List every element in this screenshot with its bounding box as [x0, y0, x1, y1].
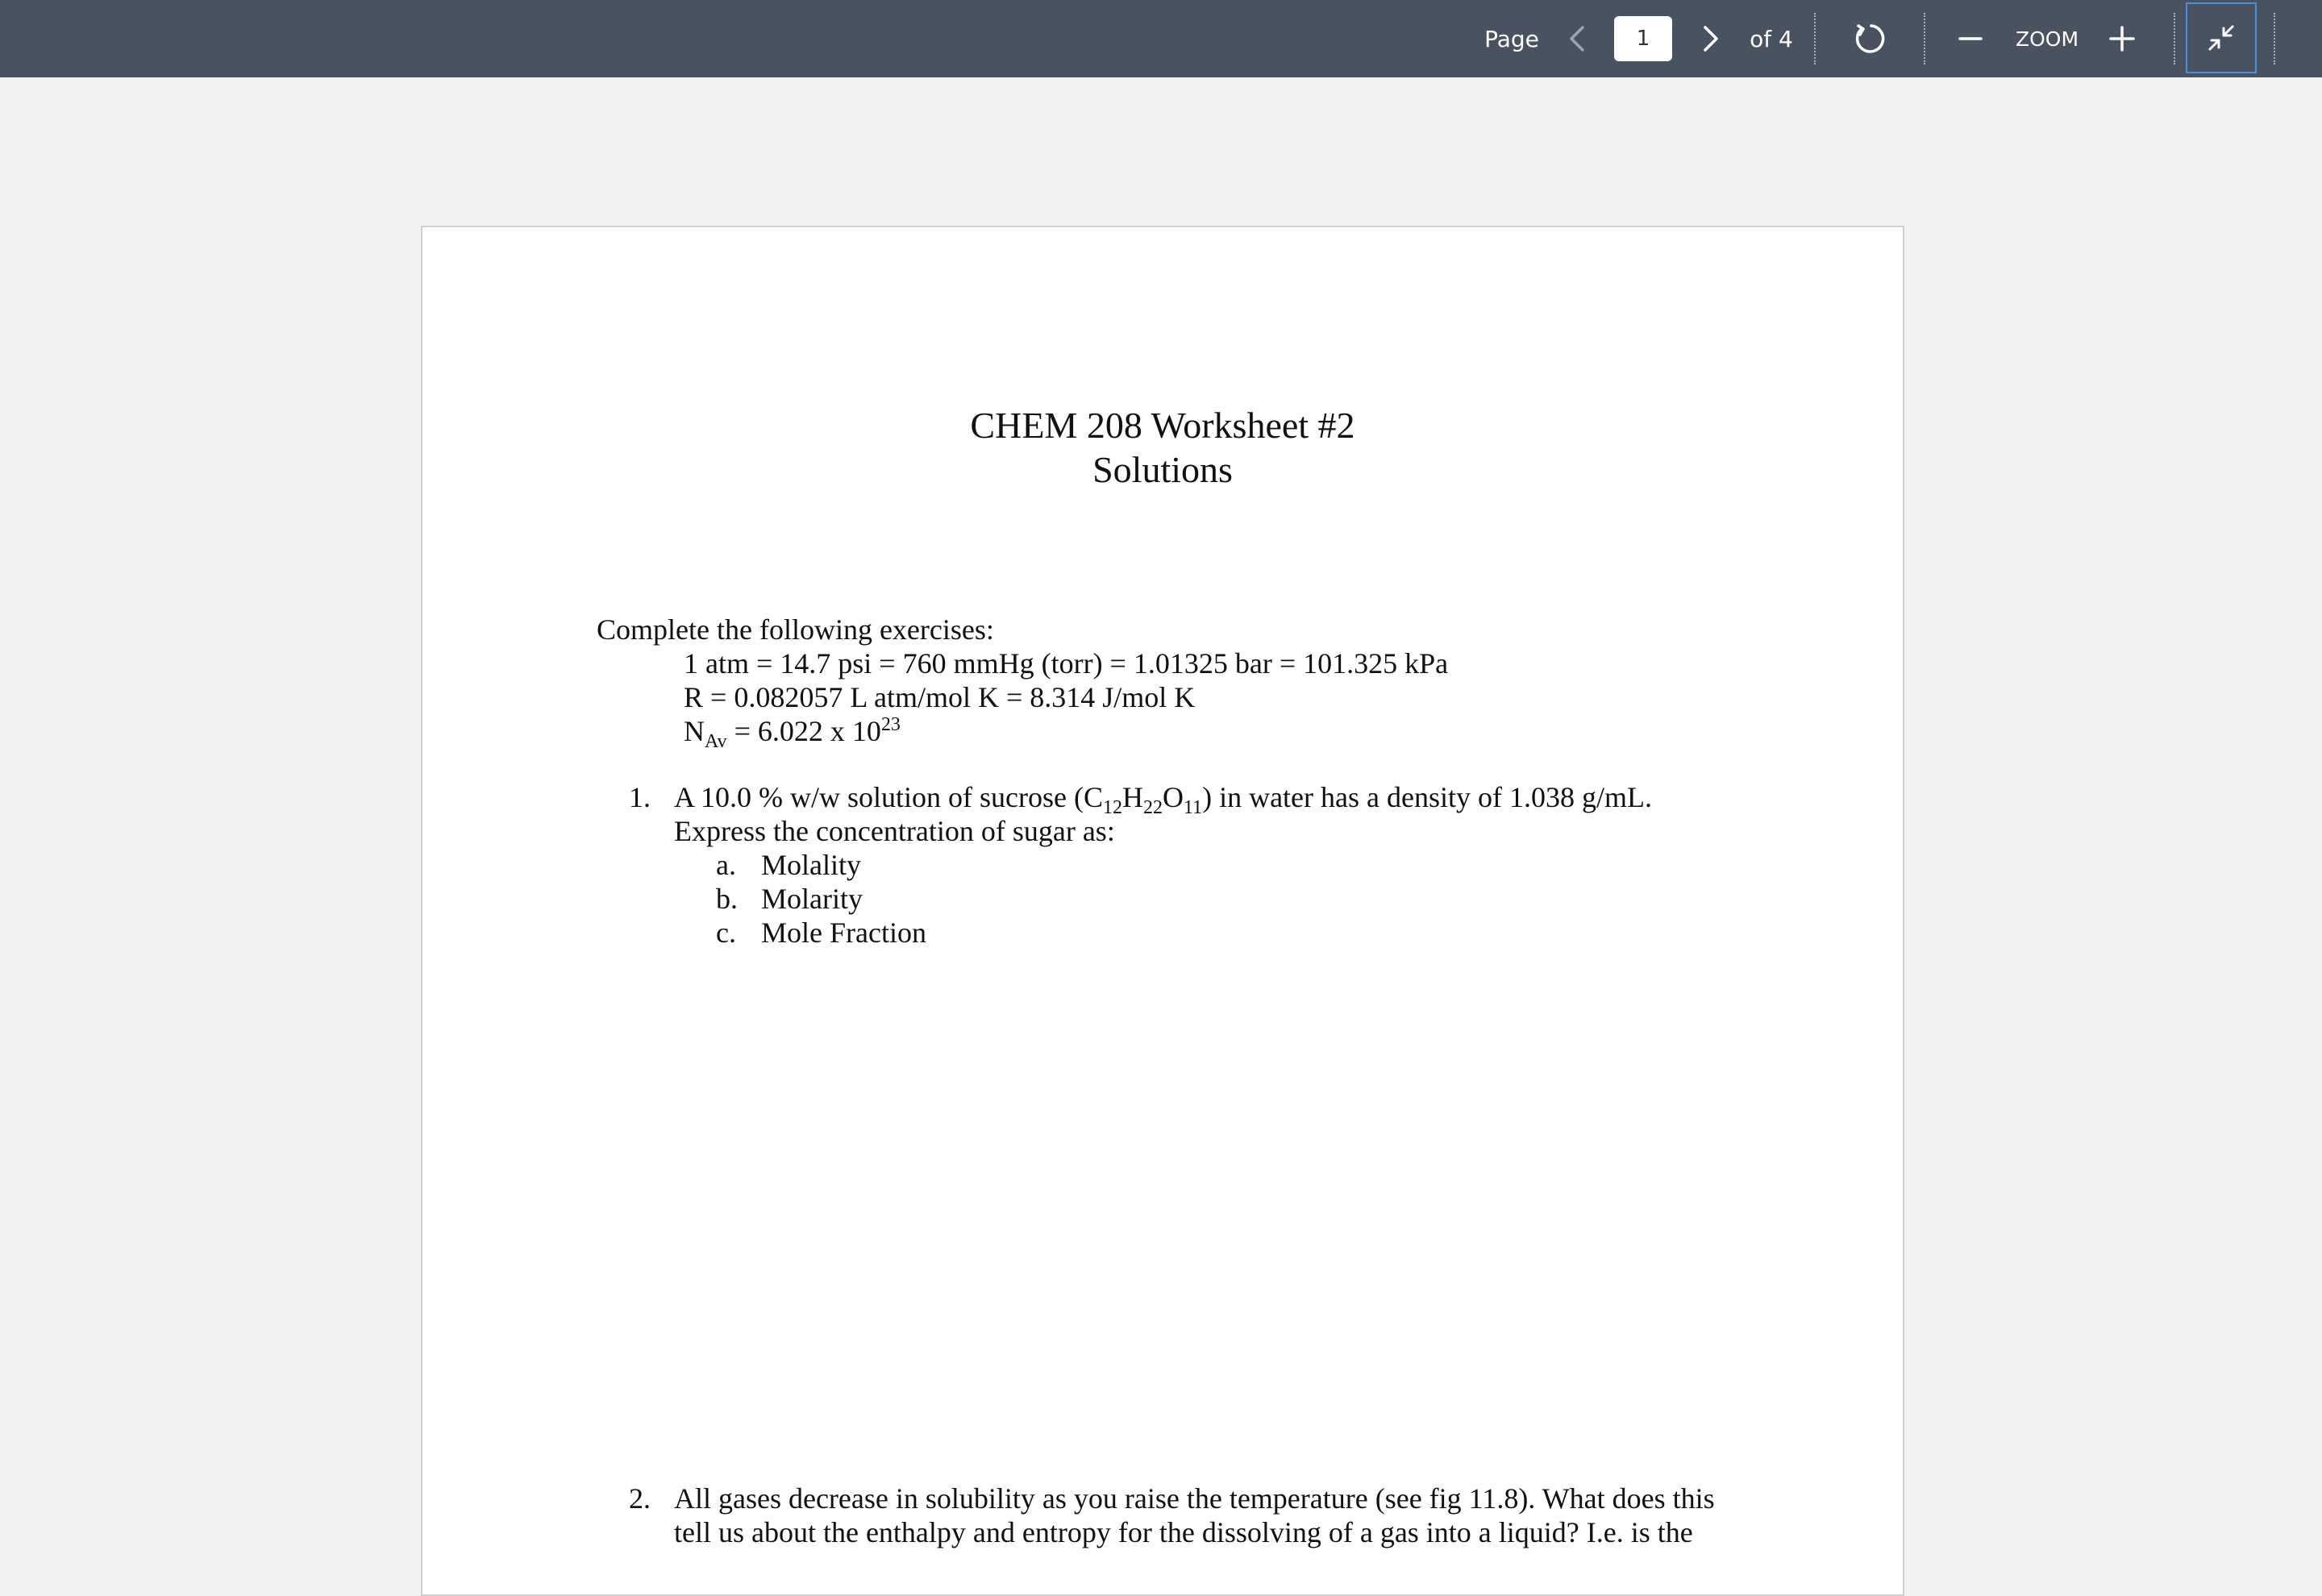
avogadro-exponent: 23 — [880, 714, 901, 735]
minus-icon — [1958, 27, 1983, 51]
question-1-number: 1. — [629, 781, 651, 813]
list-item-letter: c. — [716, 916, 736, 949]
avogadro-constant-text — [684, 714, 901, 753]
page-label: Page — [1484, 25, 1539, 52]
list-item-letter: a. — [716, 849, 736, 881]
question-1-text — [674, 780, 1652, 819]
zoom-label: ZOOM — [2015, 27, 2079, 51]
gas-constant-text: R = 0.082057 L atm/mol K = 8.314 J/mol K — [684, 681, 1196, 713]
question-1-text-part: ) in water has a density of 1.038 g/mL. — [1202, 781, 1652, 813]
avogadro-value: = 6.022 x 10 — [726, 715, 881, 747]
zoom-in-button[interactable] — [2104, 0, 2140, 77]
page-number-input[interactable] — [1614, 16, 1672, 61]
document-page — [421, 226, 1904, 1596]
collapse-icon — [2205, 22, 2237, 54]
instructions-text: Complete the following exercises: — [597, 613, 994, 646]
toolbar-divider — [2174, 13, 2175, 64]
document-viewer[interactable] — [0, 77, 2322, 1548]
next-page-button[interactable] — [1692, 0, 1730, 77]
previous-page-button[interactable] — [1558, 0, 1596, 77]
toolbar-divider — [2274, 13, 2275, 64]
avogadro-symbol: N — [684, 715, 705, 747]
chevron-right-icon — [1702, 25, 1720, 52]
list-item: Mole Fraction — [761, 916, 926, 949]
list-item: Molarity — [761, 883, 863, 915]
question-1-text-part: H — [1121, 781, 1143, 813]
rotate-icon — [1854, 22, 1887, 56]
question-1-line-2: Express the concentration of sugar as: — [674, 815, 1115, 847]
question-2-number: 2. — [629, 1482, 651, 1515]
exit-fullscreen-button[interactable] — [2186, 2, 2257, 73]
subscript: 12 — [1102, 797, 1122, 819]
pressure-conversion-text: 1 atm = 14.7 psi = 760 mmHg (torr) = 1.01325 bar = 101.325 kPa — [684, 647, 1449, 680]
toolbar-divider — [1814, 13, 1816, 64]
question-2-line-2: tell us about the enthalpy and entropy for the dissolving of a gas into a liquid? I.e. is the — [674, 1516, 1693, 1548]
pdf-toolbar — [0, 0, 2322, 77]
page-count-label: of 4 — [1750, 25, 1793, 52]
avogadro-subscript: Av — [705, 731, 727, 753]
list-item-letter: b. — [716, 883, 738, 915]
question-1-text-part: A 10.0 % w/w solution of sucrose (C — [674, 781, 1103, 813]
question-2-text: All gases decrease in solubility as you raise the temperature (see fig 11.8). What does this — [674, 1482, 1715, 1515]
plus-icon — [2108, 25, 2136, 52]
subscript: 11 — [1183, 797, 1203, 819]
zoom-out-button[interactable] — [1954, 0, 1987, 77]
toolbar-divider — [1924, 13, 1925, 64]
subscript: 22 — [1142, 797, 1163, 819]
document-subtitle: Solutions — [1092, 449, 1233, 490]
question-1-text-part: O — [1162, 781, 1184, 813]
document-title: CHEM 208 Worksheet #2 — [970, 405, 1355, 446]
list-item: Molality — [761, 849, 861, 881]
rotate-button[interactable] — [1846, 0, 1895, 77]
chevron-left-icon — [1568, 25, 1586, 52]
